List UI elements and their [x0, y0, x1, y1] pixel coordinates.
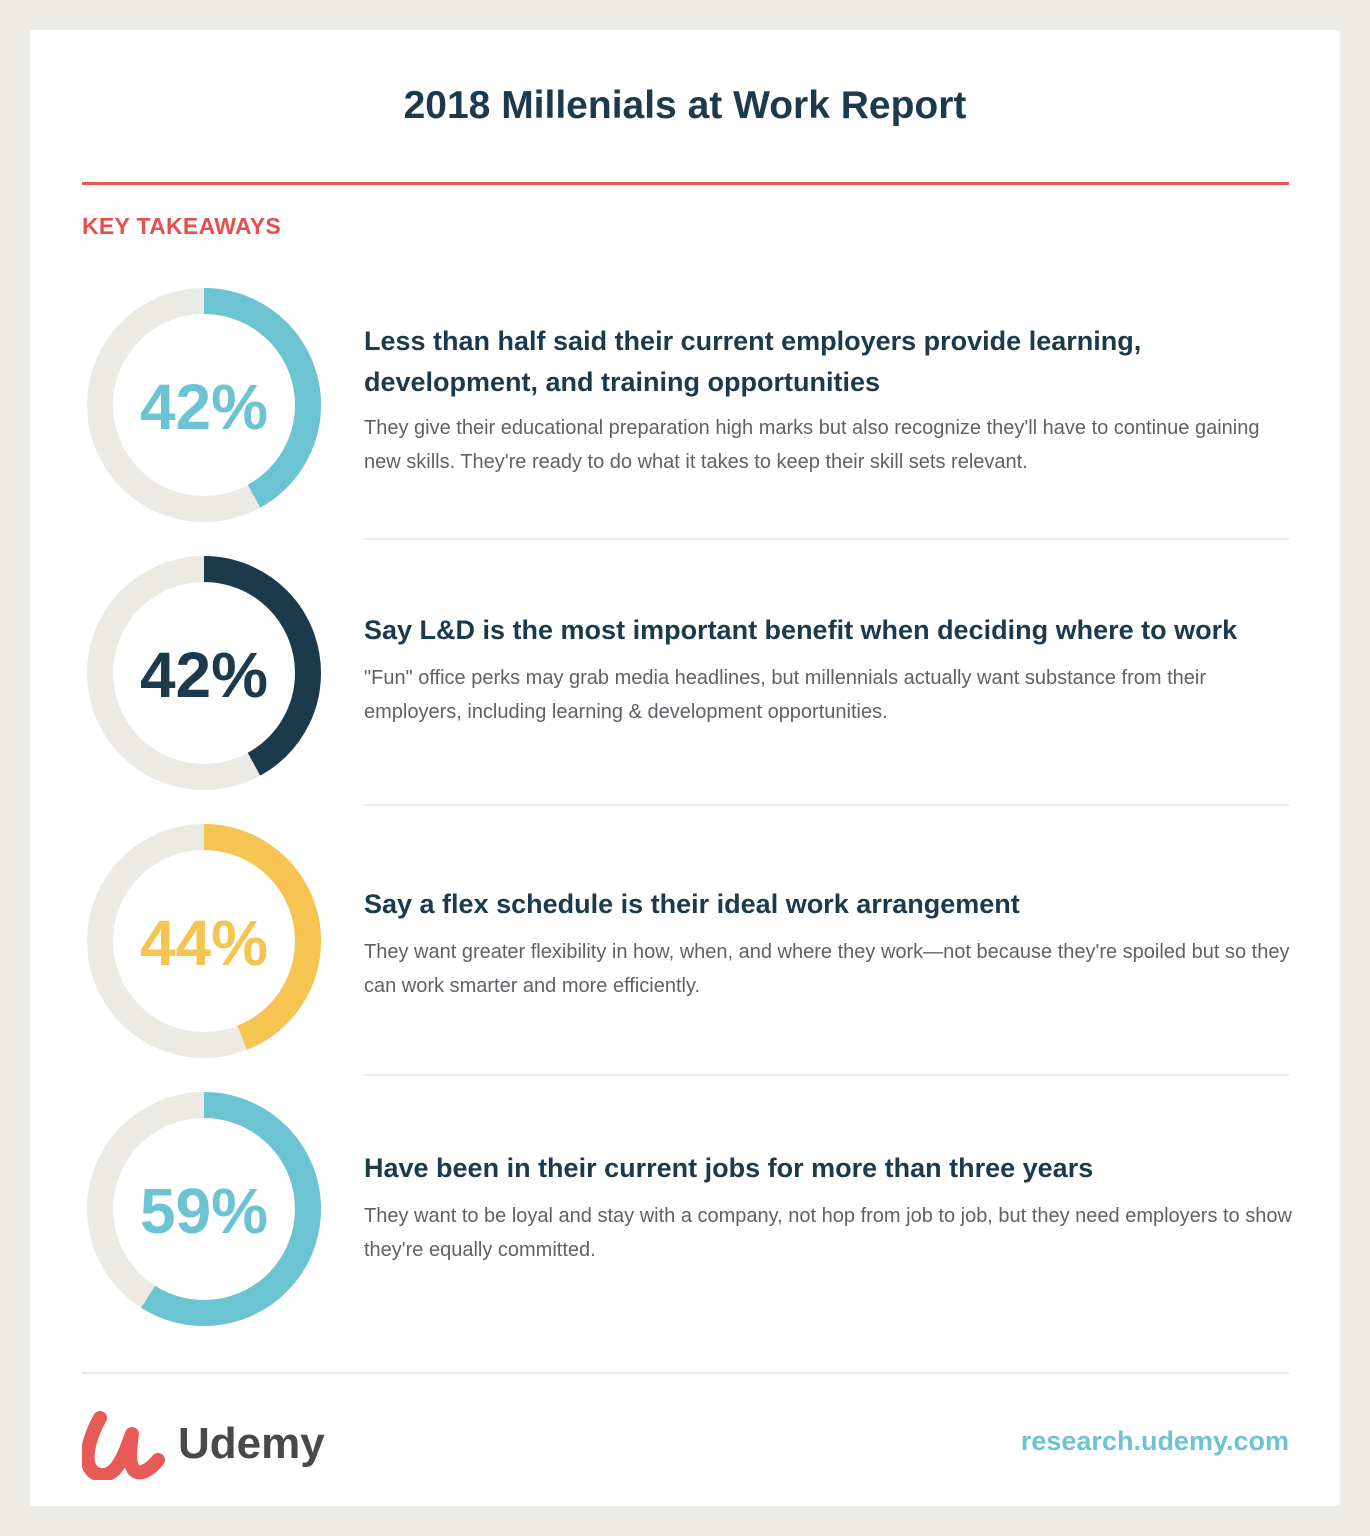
section-label: KEY TAKEAWAYS	[82, 213, 282, 239]
footer-divider	[82, 1372, 1289, 1374]
takeaway-body: They give their educational preparation high marks but also recognize they'll have to continue gaining new skills. They're ready to do what it takes to keep their skill sets relevant.	[364, 417, 1260, 473]
donut-chart	[87, 556, 321, 790]
donut-chart	[87, 1092, 321, 1326]
donut-value-label: 42%	[139, 371, 269, 443]
takeaway-heading: Less than half said their current employers provide learning, development, and training opportunities	[364, 326, 1142, 397]
donut-chart	[87, 824, 321, 1058]
donut-value-label: 59%	[139, 1175, 269, 1247]
takeaway-heading: Say a flex schedule is their ideal work arrangement	[364, 889, 1020, 919]
udemy-logo-text: Udemy	[178, 1419, 325, 1468]
donut-value-label: 44%	[139, 907, 269, 979]
donut-value-label: 42%	[139, 639, 269, 711]
takeaway-heading: Say L&D is the most important benefit when deciding where to work	[364, 615, 1238, 645]
item-divider	[364, 1074, 1289, 1076]
takeaway-heading: Have been in their current jobs for more than three years	[364, 1153, 1094, 1183]
page-title: 2018 Millenials at Work Report	[403, 84, 967, 127]
donut-chart	[87, 288, 321, 522]
title-divider	[82, 182, 1289, 185]
item-divider	[364, 538, 1289, 540]
takeaway-body: "Fun" office perks may grab media headlines, but millennials actually want substance from their employers, including learning & development opportunities.	[364, 667, 1207, 723]
takeaway-body: They want to be loyal and stay with a company, not hop from job to job, but they need employers to show they're equally committed.	[364, 1205, 1292, 1261]
research-site-link[interactable]: research.udemy.com	[1020, 1426, 1289, 1456]
takeaway-body: They want greater flexibility in how, when, and where they work—not because they're spoiled but so they can work smarter and more efficiently.	[364, 941, 1290, 997]
item-divider	[364, 804, 1289, 806]
